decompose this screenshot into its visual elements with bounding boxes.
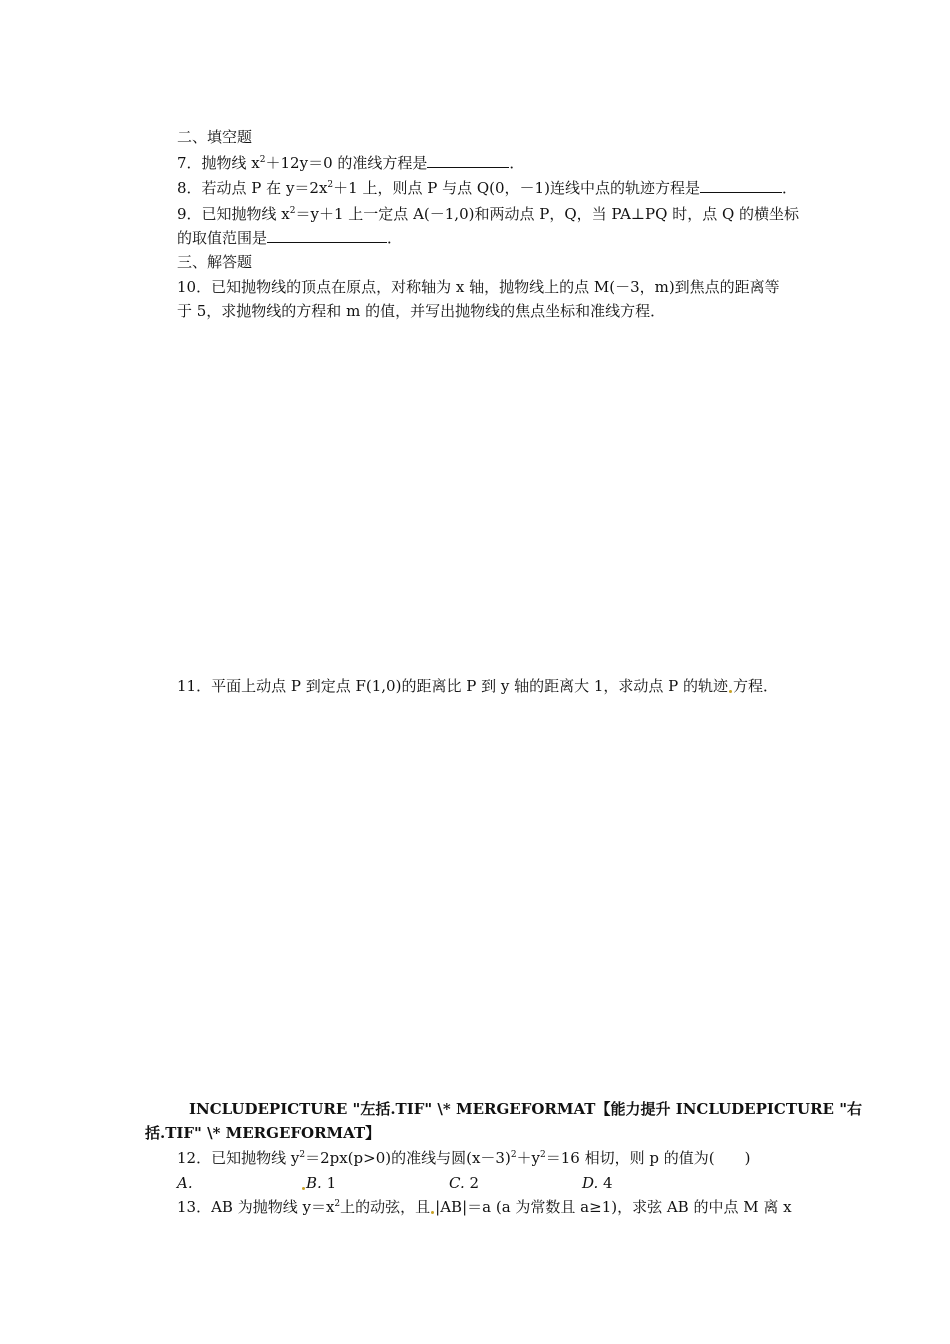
- section-header-line2: 括.TIF" \* MERGEFORMAT】: [145, 1124, 381, 1142]
- option-a: A.: [177, 1174, 193, 1192]
- marker-dot: [431, 1211, 434, 1214]
- question-7: 7．抛物线 $x^2+12y=0$ 的准线方程是 ．: [177, 154, 525, 172]
- question-10-line2: 于 5，求抛物线的方程和 m 的值，并写出抛物线的焦点坐标和准线方程．: [177, 302, 666, 320]
- option-b: B. 1: [301, 1172, 336, 1194]
- answer-blank: [427, 153, 509, 168]
- option-c: C. 2: [449, 1174, 480, 1192]
- question-10: 10．已知抛物线的顶点在原点，对称轴为 x 轴，抛物线上的点 M(－3，m)到焦点的距离等: [177, 278, 780, 296]
- marker-dot: [302, 1187, 305, 1190]
- marker-dot: [729, 690, 732, 693]
- question-8: 8．若动点 P 在 $y=2x^2+1$ 上，则点 P 与点 Q(0，－1)连线中点的轨迹方程是 ．: [177, 179, 797, 197]
- question-13: 13．AB 为抛物线 $y=x^2$上的动弦，且 |AB|＝a (a 为常数且 a≥1)，求弦 AB 的中点 M 离 x: [177, 1198, 792, 1216]
- question-11: 11．平面上动点 P 到定点 F(1,0)的距离比 P 到 y 轴的距离大 1，求动点 P 的轨迹 方程．: [177, 677, 779, 695]
- section-header-line1: INCLUDEPICTURE "左括.TIF" \* MERGEFORMAT【能力提升 INCLUDEPICTURE "右: [189, 1100, 863, 1118]
- question-9-line2: 的取值范围是 ．: [177, 229, 403, 247]
- answer-blank: [267, 228, 387, 243]
- answer-blank: [700, 178, 782, 193]
- section-answer-heading: 三、解答题: [177, 253, 253, 271]
- question-9: 9．已知抛物线 $x^2=y+1$ 上一定点 A(－1,0)和两动点 P，Q，当 PA⊥PQ 时，点 Q 的横坐标: [177, 205, 800, 223]
- question-12: 12．已知抛物线 $y^2=2px(p>0)$的准线与圆$(x-3)^2+y^2=16$ 相切，则 p 的值为( ): [177, 1149, 751, 1167]
- option-d: D. 4: [582, 1174, 613, 1192]
- section-fill-heading: 二、填空题: [177, 128, 253, 146]
